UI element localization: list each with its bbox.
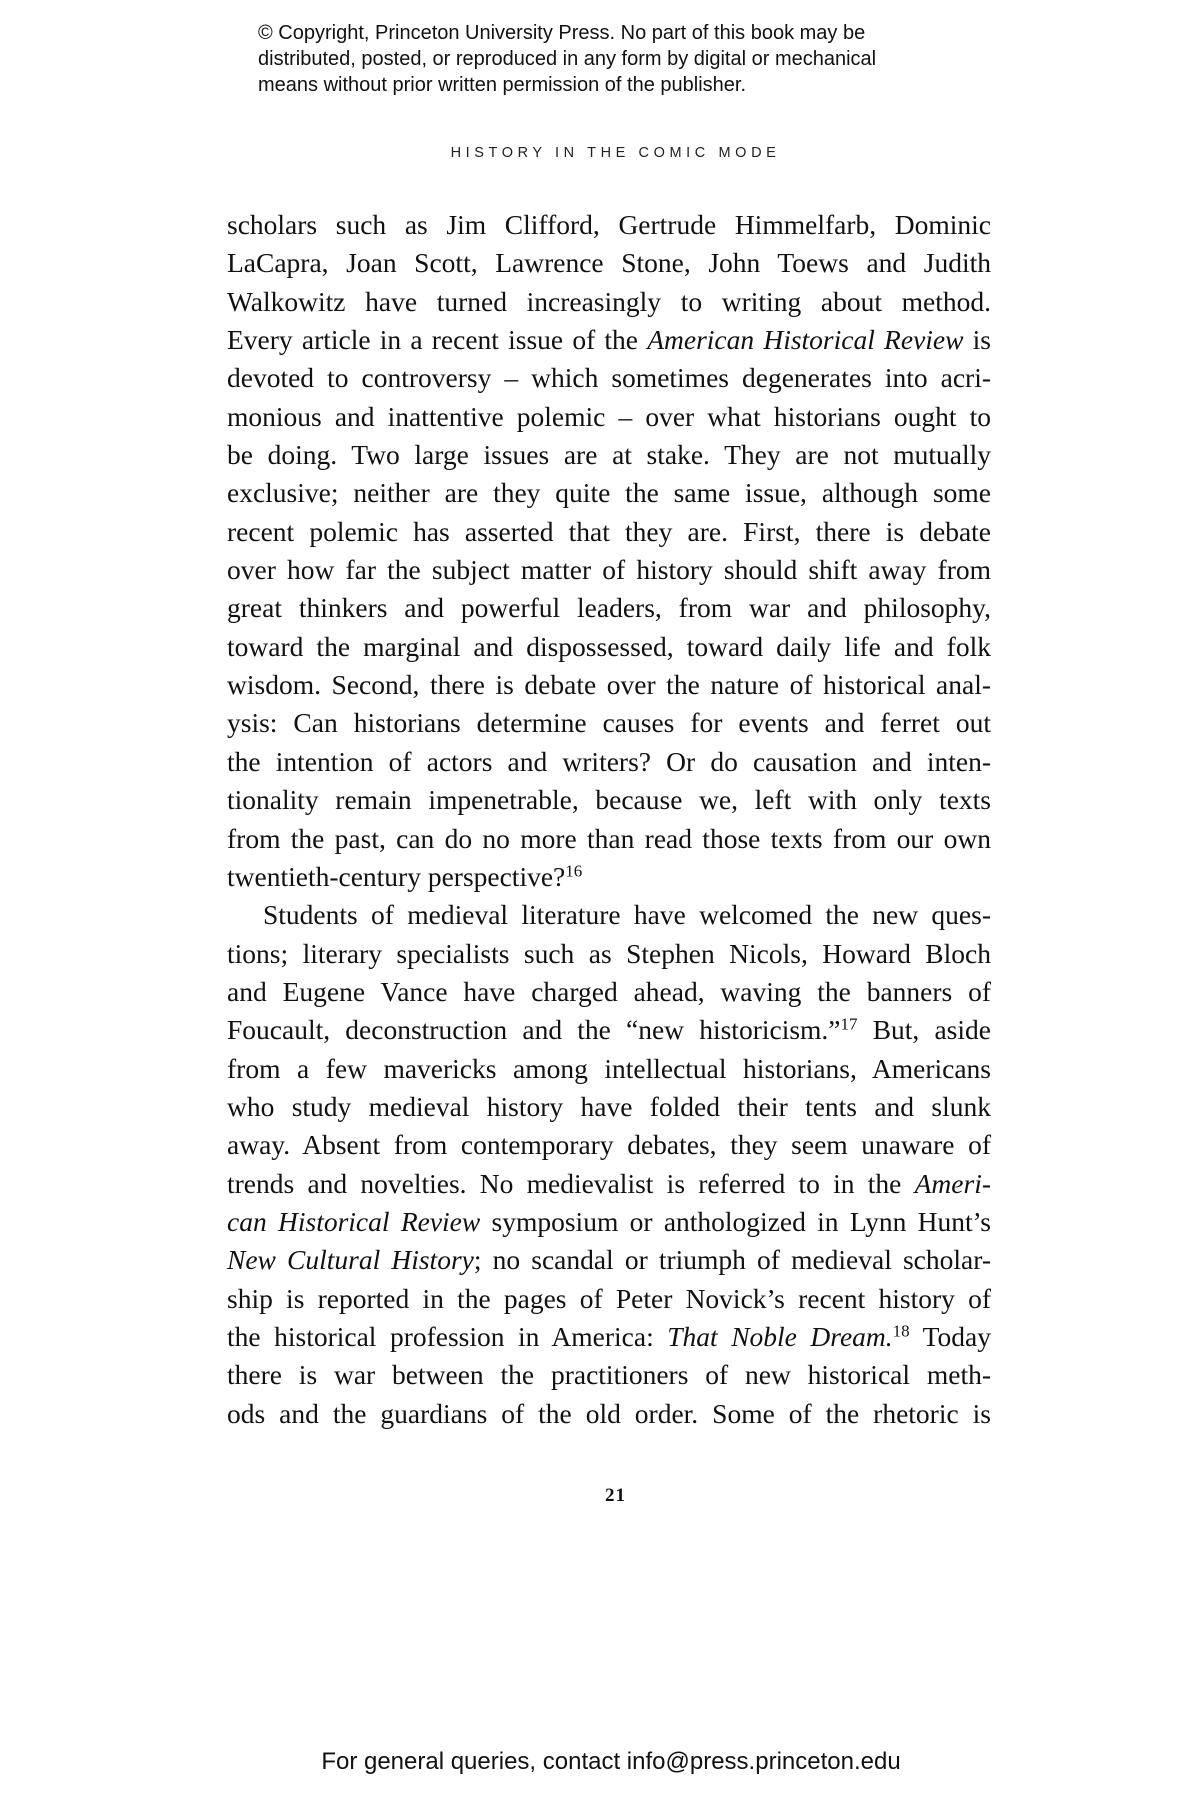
text-line: away. Absent from contemporary debates, they seem unaware of: [227, 1129, 991, 1161]
text-line: and Eugene Vance have charged ahead, waving the banners of: [227, 975, 991, 1007]
footnote-ref: 16: [565, 861, 583, 881]
body-text: [227, 206, 991, 1433]
text-line: ysis: Can historians determine causes for events and ferret out: [227, 707, 991, 739]
italic-title: New Cultural History: [227, 1244, 474, 1276]
italic-title: That Noble Dream.: [667, 1320, 893, 1352]
copyright-notice: [258, 20, 978, 98]
text-line: can Historical Review symposium or anthologized in Lynn Hunt’s: [227, 1205, 991, 1237]
text-line: there is war between the practitioners of new historical meth-: [227, 1359, 991, 1391]
footnote-ref: 17: [840, 1014, 858, 1034]
text-line: New Cultural History; no scandal or triumph of medieval scholar-: [227, 1244, 991, 1276]
text-line: be doing. Two large issues are at stake. They are not mutually: [227, 439, 991, 471]
text-line: toward the marginal and dispossessed, toward daily life and folk: [227, 630, 991, 662]
text-line: Walkowitz have turned increasingly to writing about method.: [227, 285, 991, 317]
text-line: trends and novelties. No medievalist is referred to in the Ameri-: [227, 1167, 991, 1199]
text-line: devoted to controversy – which sometimes degenerates into acri-: [227, 362, 991, 394]
copyright-line: means without prior written permission of the publisher.: [258, 74, 747, 96]
running-head: HISTORY IN THE COMIC MODE: [450, 145, 781, 161]
footer-contact: For general queries, contact info@press.princeton.edu: [321, 1748, 901, 1775]
text-line: tionality remain impenetrable, because we, left with only texts: [227, 784, 991, 816]
text-line: wisdom. Second, there is debate over the nature of historical anal-: [227, 669, 991, 701]
text-line: who study medieval history have folded their tents and slunk: [227, 1090, 991, 1122]
text-line: great thinkers and powerful leaders, from war and philosophy,: [227, 592, 991, 624]
text-line: twentieth-century perspective?$^{16}$: [227, 860, 583, 892]
text-line: recent polemic has asserted that they are. First, there is debate: [227, 515, 991, 547]
text-line: the intention of actors and writers? Or do causation and inten-: [227, 745, 991, 777]
text-line: over how far the subject matter of history should shift away from: [227, 554, 991, 586]
italic-title: Ameri-: [914, 1167, 991, 1199]
text-line: monious and inattentive polemic – over what historians ought to: [227, 400, 991, 432]
text-line: ods and the guardians of the old order. Some of the rhetoric is: [227, 1397, 991, 1429]
text-line: ship is reported in the pages of Peter Novick’s recent history of: [227, 1282, 991, 1314]
text-line: Every article in a recent issue of the American Historical Review is: [227, 324, 992, 356]
copyright-line: distributed, posted, or reproduced in any form by digital or mechanical: [258, 48, 877, 70]
page-number: 21: [605, 1485, 626, 1506]
footnote-ref: 18: [892, 1321, 910, 1341]
text-line: from a few mavericks among intellectual historians, Americans: [227, 1052, 991, 1084]
text-line: scholars such as Jim Clifford, Gertrude Himmelfarb, Dominic: [227, 209, 991, 240]
text-line: Foucault, deconstruction and the “new historicism.”$^{17}$ But, aside: [227, 1014, 991, 1046]
italic-title: can Historical Review: [227, 1205, 481, 1237]
text-line: the historical profession in America: That Noble Dream.$^{18}$ Today: [227, 1320, 991, 1352]
copyright-line: © Copyright, Princeton University Press. No part of this book may be: [258, 22, 866, 44]
text-line: Students of medieval literature have welcomed the new ques-: [263, 899, 991, 931]
italic-title: American Historical Review: [647, 324, 964, 356]
text-line: LaCapra, Joan Scott, Lawrence Stone, John Toews and Judith: [227, 247, 991, 279]
text-line: from the past, can do no more than read those texts from our own: [227, 822, 991, 854]
text-line: exclusive; neither are they quite the same issue, although some: [227, 477, 991, 509]
text-line: tions; literary specialists such as Stephen Nicols, Howard Bloch: [227, 937, 991, 969]
